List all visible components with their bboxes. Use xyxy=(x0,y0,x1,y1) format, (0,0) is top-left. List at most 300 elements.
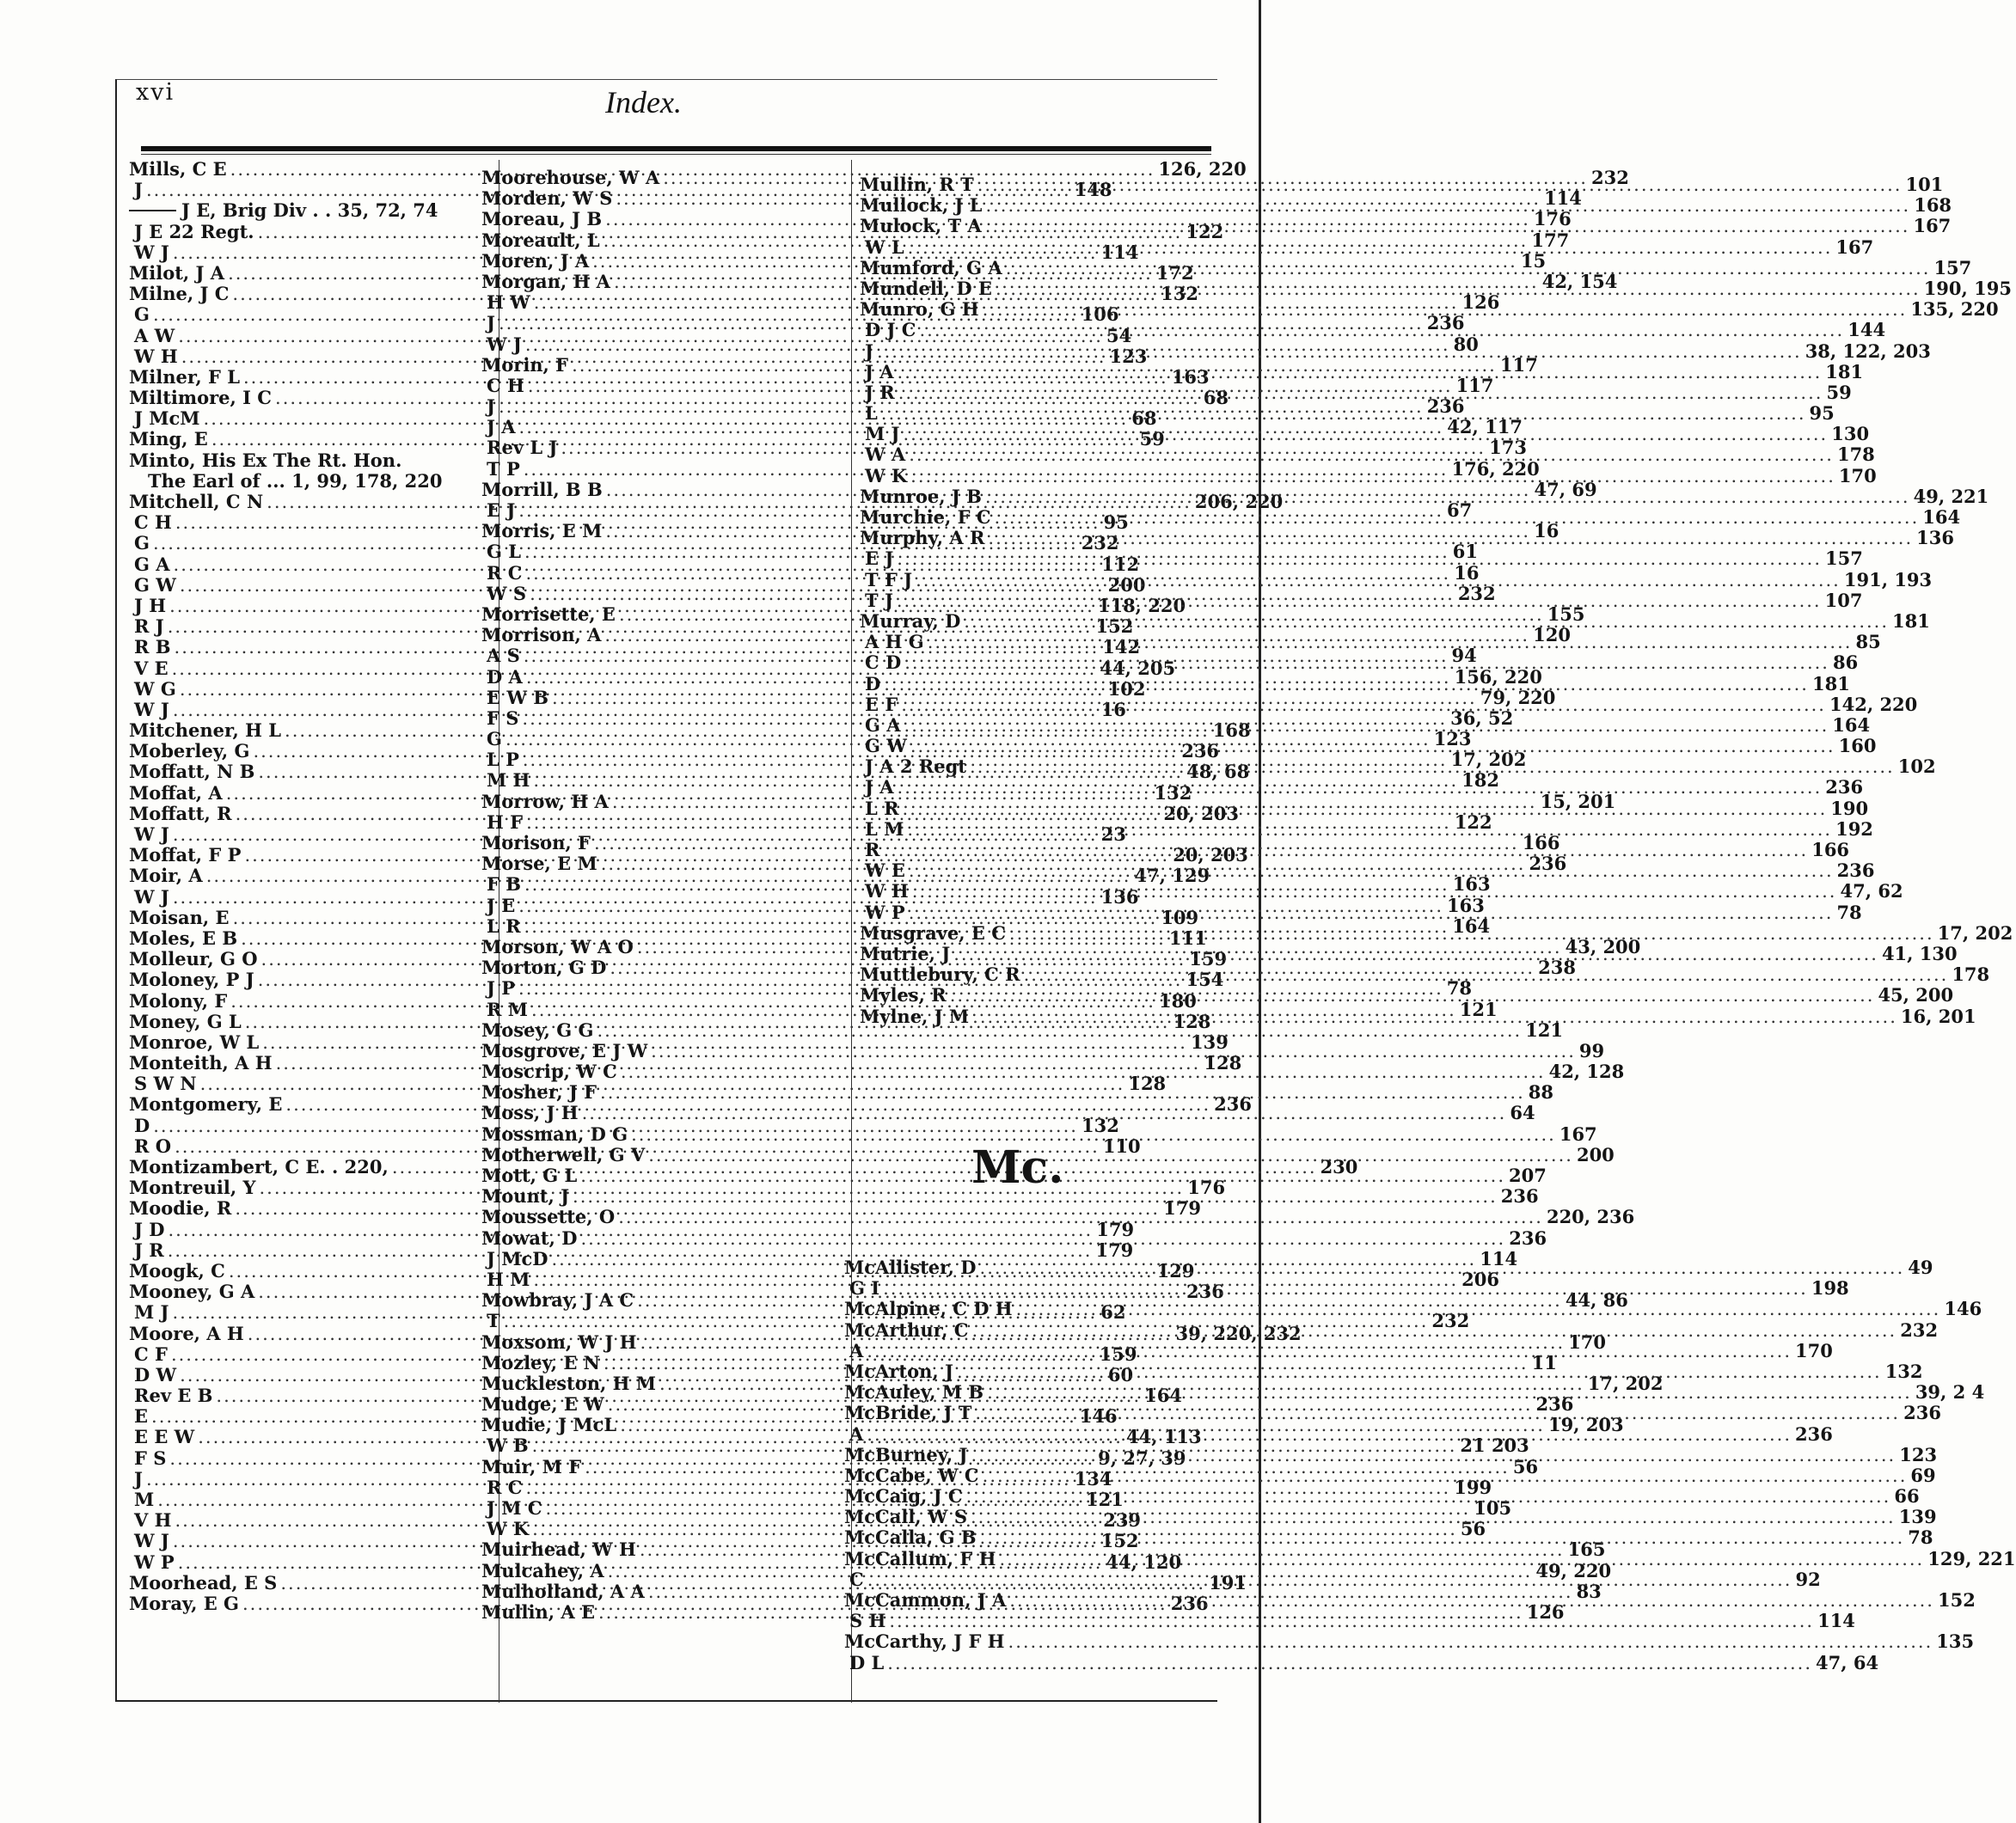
entry-name: C H xyxy=(487,374,524,396)
entry-pages: 167 xyxy=(1835,236,1874,258)
entry-name: R xyxy=(865,839,880,860)
entry-name: A H G xyxy=(865,631,924,653)
entry-pages: 148 xyxy=(1074,179,1112,201)
entry-pages: 16 xyxy=(1100,698,1126,720)
leader-dots xyxy=(897,548,1822,569)
entry-pages: 176, 220 xyxy=(1451,457,1540,480)
entry-pages: 238 xyxy=(1538,957,1576,979)
entry-pages: 42, 128 xyxy=(1548,1061,1625,1083)
entry-name: Rev E B xyxy=(134,1385,213,1407)
entry-pages: 128 xyxy=(1204,1052,1242,1074)
leader-dots xyxy=(887,1653,1812,1673)
index-entry xyxy=(129,450,481,471)
entry-name: Mudge, E W xyxy=(481,1393,604,1416)
entry-pages: 168 xyxy=(1914,194,1952,217)
entry-name: W B xyxy=(487,1435,529,1457)
entry-pages: 126, 220 xyxy=(1158,158,1247,180)
entry-pages: 165 xyxy=(1567,1539,1606,1561)
entry-pages: 102 xyxy=(1107,677,1146,700)
entry-name: G xyxy=(134,303,150,326)
leader-dots xyxy=(883,840,1808,860)
entry-name: H M xyxy=(487,1268,530,1290)
entry-name: Mozley, E N xyxy=(481,1351,600,1373)
entry-name: McCalla, G B xyxy=(844,1526,977,1549)
entry-name: The Earl of ... 1, 99, 178, 220 xyxy=(148,469,443,492)
entry-pages: 206 xyxy=(1461,1268,1499,1290)
entry-name: Montizambert, C E. . 220, xyxy=(129,1156,389,1178)
entry-name: G W xyxy=(865,735,907,757)
leader-dots xyxy=(1024,964,1949,985)
leader-dots xyxy=(928,632,1853,652)
entry-name: J P xyxy=(487,977,516,1000)
entry-pages: 163 xyxy=(1447,894,1485,916)
entry-pages: 170 xyxy=(1795,1339,1833,1361)
entry-pages: 155 xyxy=(1547,603,1585,625)
leader-dots xyxy=(957,1361,1882,1382)
entry-pages: 176 xyxy=(1187,1177,1226,1199)
entry-pages: 163 xyxy=(1452,873,1491,896)
entry-pages: 190, 195 xyxy=(1923,277,2012,299)
entry-name: W J xyxy=(134,1530,169,1552)
leader-dots xyxy=(631,1124,1556,1145)
entry-pages: 69 xyxy=(1910,1464,1936,1486)
entry-name: Mullock, J L xyxy=(860,194,983,217)
entry-name: Mulholland, A A xyxy=(481,1580,645,1602)
leader-dots xyxy=(909,860,1834,881)
entry-pages: 130 xyxy=(1831,423,1870,445)
entry-name: L R xyxy=(487,915,521,937)
entry-name: E J xyxy=(865,548,894,570)
leader-dots xyxy=(972,1006,1897,1027)
index-entry xyxy=(844,1339,1833,1361)
entry-pages: 16 xyxy=(1534,520,1559,542)
entry-name: Muttlebury, C R xyxy=(860,963,1020,986)
entry-name: F S xyxy=(134,1447,167,1469)
entry-name: Mott, G L xyxy=(481,1165,578,1186)
entry-name: Mowat, D xyxy=(481,1227,578,1249)
entry-pages: 20, 203 xyxy=(1163,802,1240,824)
entry-name: McAlpine, C D H xyxy=(844,1298,1013,1320)
entry-pages: 129 xyxy=(1156,1259,1195,1282)
entry-name: McCallum, F H xyxy=(844,1547,996,1569)
entry-name: T xyxy=(487,1310,500,1332)
index-entry xyxy=(860,256,1972,278)
entry-pages: 232 xyxy=(1081,532,1119,554)
entry-name: McBride, J T xyxy=(844,1402,972,1424)
entry-pages: 126 xyxy=(1461,291,1500,314)
entry-pages: 43, 200 xyxy=(1565,935,1641,957)
leader-dots xyxy=(980,1257,1905,1278)
entry-name: McAllister, D xyxy=(844,1257,977,1278)
entry-pages: 132 xyxy=(1884,1360,1923,1382)
entry-pages: 164 xyxy=(1922,506,1961,528)
entry-name: R M xyxy=(487,998,529,1020)
entry-name: W J xyxy=(134,241,169,263)
entry-name: Mowbray, J A C xyxy=(481,1289,634,1312)
entry-pages: 39, 220, 232 xyxy=(1175,1322,1302,1344)
entry-name: Moloney, P J xyxy=(129,969,254,991)
header-rule-thick xyxy=(141,146,1211,151)
entry-name: Muirhead, W H xyxy=(481,1539,636,1561)
entry-pages: 164 xyxy=(1144,1385,1182,1407)
leader-dots xyxy=(881,403,1806,424)
leader-dots xyxy=(985,195,1910,216)
entry-pages: 56 xyxy=(1512,1455,1539,1477)
entry-name: McArthur, C xyxy=(844,1318,969,1341)
entry-pages: 220, 236 xyxy=(1546,1206,1635,1228)
entry-pages: 99 xyxy=(1578,1039,1605,1061)
entry-pages: 178 xyxy=(1952,963,1990,986)
entry-name: R C xyxy=(487,1476,523,1498)
entry-pages: 146 xyxy=(1079,1405,1118,1428)
entry-pages: 114 xyxy=(1100,241,1139,263)
leader-dots xyxy=(999,1549,1924,1569)
entry-pages: 60 xyxy=(1107,1363,1134,1386)
entry-pages: 160 xyxy=(1838,735,1877,757)
leader-dots xyxy=(966,1486,1891,1507)
entry-name: W J xyxy=(134,698,169,720)
entry-pages: 45, 200 xyxy=(1878,984,1954,1006)
leader-dots xyxy=(884,674,1809,694)
entry-name: W K xyxy=(865,464,908,486)
entry-pages: 236 xyxy=(1795,1422,1833,1445)
entry-name: McArton, J xyxy=(844,1360,953,1382)
entry-name: V H xyxy=(134,1509,172,1532)
entry-name: Moffatt, R xyxy=(129,802,232,824)
entry-pages: 44, 205 xyxy=(1100,657,1176,679)
entry-name: E F xyxy=(865,693,898,715)
entry-name: Munro, G H xyxy=(860,298,979,321)
entry-pages: 232 xyxy=(1431,1310,1470,1332)
entry-name: Moisan, E xyxy=(129,906,230,928)
entry-name: Ming, E xyxy=(129,428,208,450)
leader-dots xyxy=(1016,1299,1941,1319)
entry-pages: 122 xyxy=(1186,220,1224,242)
entry-name: M xyxy=(134,1489,155,1510)
entry-pages: 121 xyxy=(1086,1489,1124,1510)
leader-dots xyxy=(909,444,1834,465)
entry-pages: 142 xyxy=(1102,636,1141,658)
entry-pages: 181 xyxy=(1892,609,1930,632)
entry-name: McCaig, J C xyxy=(844,1485,963,1508)
entry-pages: 206, 220 xyxy=(1194,491,1284,512)
entry-name: G xyxy=(487,728,502,750)
leader-dots xyxy=(582,1103,1507,1123)
entry-name: Mosgrove, E J W xyxy=(481,1039,648,1061)
entry-name: J E xyxy=(487,894,516,916)
entry-pages: 105 xyxy=(1474,1497,1512,1519)
entry-name: Motherwell, G V xyxy=(481,1143,646,1165)
entry-pages: 191 xyxy=(1209,1571,1247,1594)
leader-dots xyxy=(910,466,1835,486)
entry-pages: 78 xyxy=(1908,1526,1933,1549)
index-entry xyxy=(844,1651,1879,1673)
entry-pages: 41, 130 xyxy=(1881,942,1958,964)
entry-pages: 128 xyxy=(1128,1073,1167,1095)
entry-name: Moussette, O xyxy=(481,1206,616,1228)
leader-dots xyxy=(964,611,1889,632)
entry-pages: 83 xyxy=(1576,1580,1602,1602)
entry-pages: 134 xyxy=(1074,1467,1112,1490)
entry-pages: 170 xyxy=(1568,1331,1607,1353)
entry-name: McCammon, J A xyxy=(844,1589,1007,1611)
entry-pages: 20, 203 xyxy=(1173,844,1248,866)
leader-dots xyxy=(867,1569,1792,1590)
leader-dots xyxy=(903,798,1828,819)
entry-name: Mutrie, J xyxy=(860,942,951,964)
entry-pages: 139 xyxy=(1898,1506,1937,1528)
entry-name: Morgan, H A xyxy=(481,270,610,292)
entry-name: T P xyxy=(487,457,520,480)
entry-name: R J xyxy=(134,615,164,638)
entry-name: J A xyxy=(865,360,894,382)
leader-dots xyxy=(970,756,1895,777)
entry-pages: 132 xyxy=(1081,1114,1119,1136)
leader-dots xyxy=(995,507,1920,528)
entry-name: Murchie, F C xyxy=(860,506,991,528)
leader-dots xyxy=(983,1465,1908,1486)
entry-pages: 17, 202 xyxy=(1450,749,1527,771)
entry-name: D J C xyxy=(865,319,916,341)
entry-name: Minto, His Ex The Rt. Hon. xyxy=(129,449,402,471)
entry-name: A xyxy=(849,1422,864,1445)
entry-pages: 135, 220 xyxy=(1910,298,1999,321)
leader-dots xyxy=(971,1445,1897,1465)
entry-name: Milot, J A xyxy=(129,261,225,284)
entry-pages: 42, 154 xyxy=(1541,270,1618,292)
entry-pages: 132 xyxy=(1154,781,1192,804)
leader-dots xyxy=(953,944,1878,964)
entry-pages: 112 xyxy=(1101,553,1140,575)
entry-pages: 236 xyxy=(1535,1393,1574,1416)
entry-pages: 111 xyxy=(1168,927,1207,949)
entry-name: L R xyxy=(865,797,899,819)
entry-name: Munroe, J B xyxy=(860,485,982,507)
header-rule-thin xyxy=(141,154,1211,155)
index-entry xyxy=(129,200,481,221)
entry-pages: 49, 221 xyxy=(1913,485,1989,507)
entry-name: D L xyxy=(849,1651,885,1673)
entry-name: W P xyxy=(865,901,905,923)
entry-name: Moir, A xyxy=(129,865,203,887)
leader-dots xyxy=(977,174,1903,195)
entry-pages: 61 xyxy=(1452,541,1478,563)
leader-dots xyxy=(901,694,1826,715)
leader-dots xyxy=(904,424,1829,444)
entry-name: Money, G L xyxy=(129,1010,242,1032)
entry-name: J McD xyxy=(487,1247,548,1269)
entry-name: Moberley, G xyxy=(129,740,250,762)
entry-name: R C xyxy=(487,561,523,584)
entry-pages: 157 xyxy=(1825,548,1863,570)
entry-pages: 179 xyxy=(1095,1239,1134,1261)
entry-pages: 107 xyxy=(1824,589,1863,611)
entry-name: E J xyxy=(487,499,516,521)
entry-pages: 191, 193 xyxy=(1843,568,1933,590)
leader-dots xyxy=(867,1341,1792,1361)
entry-pages: 199 xyxy=(1454,1476,1492,1498)
entry-name: J xyxy=(487,395,495,418)
entry-pages: 44, 113 xyxy=(1125,1426,1202,1448)
entry-pages: 232 xyxy=(1900,1318,1939,1341)
entry-name: J xyxy=(865,340,873,362)
leader-dots xyxy=(996,278,1921,299)
entry-name: Morison, F xyxy=(481,832,591,853)
entry-pages: 123 xyxy=(1433,728,1472,750)
entry-name: Morton, G D xyxy=(481,957,607,979)
entry-pages: 86 xyxy=(1833,652,1859,674)
entry-name: Molleur, G O xyxy=(129,948,258,970)
entry-pages: 167 xyxy=(1913,215,1952,237)
entry-pages: 146 xyxy=(1944,1298,1982,1320)
entry-pages: 120 xyxy=(1533,624,1571,646)
entry-name: Mitchell, C N xyxy=(129,491,264,512)
entry-name: W H xyxy=(865,880,909,902)
entry-pages: 47, 62 xyxy=(1840,880,1903,902)
entry-pages: 56 xyxy=(1460,1518,1486,1540)
entry-name: V E xyxy=(134,657,169,679)
entry-name: Milne, J C xyxy=(129,283,230,305)
entry-pages: 164 xyxy=(1452,915,1491,937)
entry-name: Morrison, A xyxy=(481,624,602,646)
leader-dots xyxy=(898,382,1823,403)
entry-name: A xyxy=(849,1339,864,1361)
entry-name: W S xyxy=(487,582,527,604)
entry-pages: 106 xyxy=(1081,303,1119,326)
entry-pages: 129, 221 xyxy=(1927,1547,2016,1569)
leader-dots xyxy=(621,1061,1546,1082)
entry-pages: 110 xyxy=(1102,1135,1141,1157)
entry-pages: 152 xyxy=(1100,1530,1139,1552)
entry-pages: 114 xyxy=(1480,1247,1518,1269)
entry-pages: 192 xyxy=(1835,817,1873,840)
leader-dots xyxy=(897,590,1822,611)
entry-pages: 154 xyxy=(1186,969,1224,991)
entry-name: G W xyxy=(134,573,176,596)
entry-name: J A xyxy=(487,416,516,438)
entry-name: McCabe, W C xyxy=(844,1464,979,1486)
entry-name: Moorhead, E S xyxy=(129,1571,278,1594)
section-heading-mc: Mc. xyxy=(971,1141,1064,1194)
entry-name: R B xyxy=(134,636,171,658)
leader-dots xyxy=(987,1382,1912,1403)
entry-pages: 16, 201 xyxy=(1900,1005,1976,1027)
entry-pages: 236 xyxy=(1214,1093,1252,1116)
entry-name: Myles, R xyxy=(860,984,947,1006)
entry-pages: 94 xyxy=(1451,645,1477,667)
entry-pages: 88 xyxy=(1528,1081,1554,1104)
leader-dots xyxy=(985,216,1910,236)
entry-name: Musgrave, E C xyxy=(860,921,1006,944)
leader-dots xyxy=(898,777,1823,798)
entry-pages: 122 xyxy=(1454,811,1492,833)
entry-pages: 78 xyxy=(1836,901,1862,923)
entry-name: L xyxy=(865,402,878,425)
entry-name: Moorehouse, W A xyxy=(481,167,660,188)
entry-name: Moles, E B xyxy=(129,927,238,949)
entry-pages: 11 xyxy=(1531,1351,1557,1373)
entry-pages: 166 xyxy=(1811,839,1850,860)
entry-pages: 126 xyxy=(1526,1600,1565,1623)
entry-name: T J xyxy=(865,589,893,611)
entry-name: J A 2 Regt xyxy=(865,756,966,778)
entry-pages: 102 xyxy=(1897,756,1936,778)
entry-pages: 179 xyxy=(1096,1218,1135,1240)
entry-name: W H xyxy=(134,345,178,367)
entry-pages: 136 xyxy=(1916,527,1954,549)
entry-pages: 48, 68 xyxy=(1186,761,1250,783)
entry-name: W E xyxy=(865,860,905,882)
entry-pages: 15 xyxy=(1520,249,1547,272)
index-entry xyxy=(481,1061,1625,1083)
leader-dots xyxy=(889,1611,1814,1631)
entry-name: W J xyxy=(134,823,169,845)
entry-pages: 157 xyxy=(1933,256,1972,278)
entry-pages: 132 xyxy=(1161,283,1199,305)
index-entry xyxy=(844,1402,1941,1424)
entry-pages: 38, 122, 203 xyxy=(1805,340,1931,362)
entry-name: F B xyxy=(487,873,521,896)
entry-pages: 109 xyxy=(1161,906,1199,928)
entry-pages: 79, 220 xyxy=(1480,686,1556,708)
entry-name: W L xyxy=(865,236,904,258)
entry-name: M J xyxy=(865,423,900,445)
entry-pages: 236 xyxy=(1426,312,1465,334)
entry-name: Moreault, L xyxy=(481,229,600,251)
leader-dots xyxy=(904,652,1829,673)
leader-dots xyxy=(972,1320,1897,1341)
leader-dots xyxy=(912,881,1837,902)
entry-pages: 47, 69 xyxy=(1534,478,1597,500)
entry-pages: 85 xyxy=(1855,631,1881,653)
entry-name: J R xyxy=(865,381,895,403)
entry-pages: 17, 202 xyxy=(1937,921,2013,944)
entry-name: W J xyxy=(487,333,522,355)
leader-dots xyxy=(1009,923,1934,944)
entry-name: H F xyxy=(487,811,524,833)
entry-pages: 49 xyxy=(1908,1257,1933,1278)
entry-name: C F xyxy=(134,1343,168,1365)
entry-pages: 62 xyxy=(1100,1301,1126,1324)
entry-pages: 123 xyxy=(1109,345,1148,367)
entry-name: Moxsom, W J H xyxy=(481,1331,637,1353)
entry-name: E xyxy=(134,1405,149,1428)
entry-pages: 163 xyxy=(1171,365,1210,388)
entry-name: J E, Brig Div . . 35, 72, 74 xyxy=(181,199,438,222)
entry-pages: 68 xyxy=(1203,387,1229,409)
leader-dots xyxy=(904,715,1829,736)
leader-dots xyxy=(988,528,1913,548)
entry-name: W A xyxy=(865,444,906,466)
entry-pages: 142, 220 xyxy=(1829,693,1918,715)
entry-name: Mooney, G A xyxy=(129,1281,255,1303)
entry-name: M J xyxy=(134,1301,169,1324)
entry-name: Mumford, G A xyxy=(860,256,1002,278)
entry-name: W K xyxy=(487,1518,530,1540)
entry-pages: 123 xyxy=(1899,1443,1938,1465)
entry-pages: 152 xyxy=(1937,1589,1976,1611)
entry-pages: 159 xyxy=(1189,948,1228,970)
entry-pages: 236 xyxy=(1903,1402,1941,1424)
entry-pages: 176 xyxy=(1533,208,1572,230)
entry-pages: 36, 52 xyxy=(1450,707,1514,729)
entry-pages: 167 xyxy=(1559,1123,1597,1145)
entry-name: J xyxy=(487,312,495,334)
entry-pages: 166 xyxy=(1522,832,1560,853)
entry-name: G I xyxy=(849,1277,880,1300)
entry-pages: 101 xyxy=(1905,174,1944,195)
entry-pages: 80 xyxy=(1453,333,1479,355)
